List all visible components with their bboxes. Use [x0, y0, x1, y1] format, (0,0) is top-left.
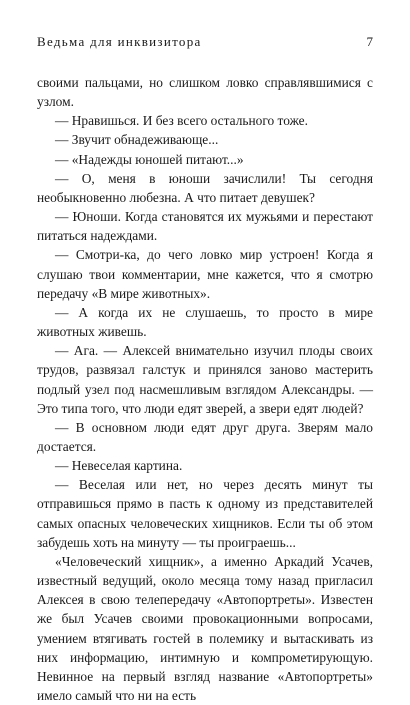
paragraph: — Нравишься. И без всего остального тоже.	[55, 113, 308, 129]
book-page	[37, 34, 373, 705]
paragraph: — Ага. — Алексей внимательно изучил плоды своих трудов, развязал галстук и принялся заново мастерить подлый узел под насмешливым взглядом Александры. — Это типа того, что люди едят зверей, а звери едят людей?	[37, 343, 373, 416]
paragraph: — Юноши. Когда становятся их мужьями и перестают питаться надеждами.	[37, 209, 373, 244]
paragraph: — Звучит обнадеживающе...	[55, 132, 219, 148]
paragraph: — А когда их не слушаешь, то просто в мире животных живешь.	[37, 304, 373, 340]
paragraph: — Веселая или нет, но через десять минут ты отправишься прямо в пасть к одному из представителей самых опасных человеческих хищников. Если ты об этом забудешь хоть на минуту — ты проиграешь...	[37, 477, 373, 550]
paragraph: — «Надежды юношей питают...»	[55, 151, 244, 167]
paragraph: своими пальцами, но слишком ловко справлявшимися с узлом.	[37, 75, 373, 110]
running-header	[37, 34, 373, 52]
running-title: Ведьма для инквизитора	[37, 34, 202, 49]
body-text	[37, 73, 373, 705]
paragraph: — Смотри-ка, до чего ловко мир устроен! Когда я слушаю твои комментарии, мне кажется, что я смотрю передачу «В мире животных».	[37, 247, 373, 301]
paragraph: — Невеселая картина.	[55, 458, 183, 474]
paragraph: «Человеческий хищник», а именно Аркадий Усачев, известный ведущий, около месяца тому назад пригласил Алексея в свою телепередачу «Автопортреты». Известен же был Усачев своими провокационными вопросами, умением втягивать гостей в полемику и вытаскивать из них информацию, интимную и компрометирующую. Невинное на первый взгляд название «Автопортреты» имело самый что ни на есть	[37, 553, 373, 703]
page-number: 7	[366, 34, 373, 49]
paragraph: — В основном люди едят друг друга. Зверям мало достается.	[37, 419, 373, 454]
paragraph: — О, меня в юноши зачислили! Ты сегодня необыкновенно любезна. А что питает девушек?	[37, 170, 373, 205]
